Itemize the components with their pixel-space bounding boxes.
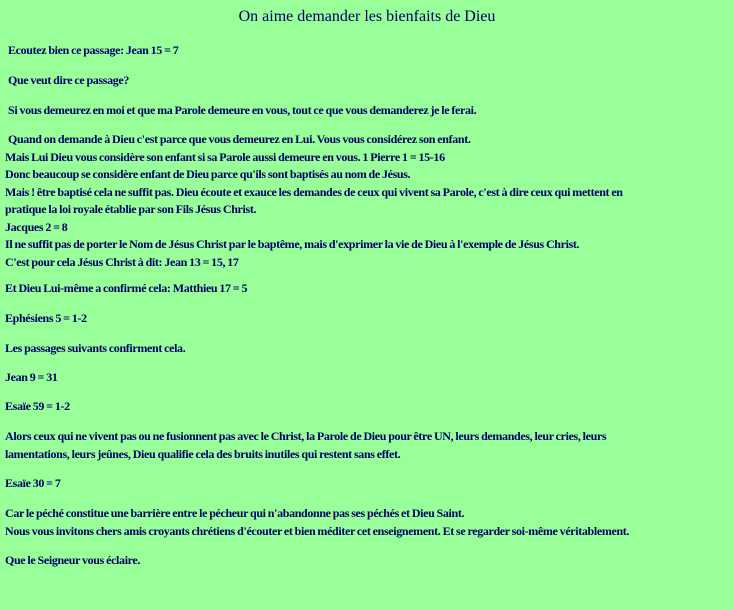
paragraph-10 — [5, 428, 723, 463]
paragraph-3 — [5, 102, 726, 120]
paragraph-line: Et Dieu Lui-même a confirmé cela: Matthieu 17 = 5 — [5, 281, 248, 295]
paragraph-line: Mais Lui Dieu vous considère son enfant si sa Parole aussi demeure en vous. 1 Pierre 1 = 15-16 — [5, 149, 445, 164]
paragraph-11 — [5, 475, 723, 493]
paragraph-line: Si vous demeurez en moi et que ma Parole demeure en vous, tout ce que vous demanderez je le ferai. — [8, 103, 477, 117]
paragraph-line: lamentations, leurs jeûnes, Dieu qualifie cela des bruits inutiles qui restent sans effet. — [5, 446, 401, 461]
paragraph-line: Les passages suivants confirment cela. — [5, 341, 186, 355]
paragraph-line: Quand on demande à Dieu c'est parce que vous demeurez en Lui. Vous vous considérez son enfant. — [8, 132, 471, 146]
paragraph-line: Esaïe 30 = 7 — [5, 476, 61, 490]
paragraph-line: Alors ceux qui ne vivent pas ou ne fusionnent pas avec le Christ, la Parole de Dieu pour être UN, leurs demandes, leur cries, leurs — [5, 429, 607, 443]
paragraph-line: Jean 9 = 31 — [5, 370, 58, 384]
paragraph-1 — [5, 42, 726, 60]
page-title: On aime demander les bienfaits de Dieu — [238, 8, 496, 25]
paragraph-9 — [5, 398, 723, 416]
paragraph-6 — [5, 310, 723, 328]
paragraph-12 — [5, 505, 723, 540]
paragraph-2 — [5, 72, 726, 90]
paragraph-8 — [5, 369, 723, 387]
paragraph-5 — [5, 280, 723, 298]
paragraph-line: Que le Seigneur vous éclaire. — [5, 553, 141, 567]
paragraph-line: Car le péché constitue une barrière entre le pécheur qui n'abandonne pas ses péchés et Dieu Saint. — [5, 506, 465, 520]
paragraph-4 — [5, 131, 723, 271]
paragraph-line: Donc beaucoup se considère enfant de Dieu parce qu'ils sont baptisés au nom de Jésus. — [5, 167, 411, 181]
paragraph-line: C'est pour cela Jésus Christ à dit: Jean 13 = 15, 17 — [5, 254, 239, 269]
paragraph-13 — [5, 552, 723, 570]
paragraph-line: Ephésiens 5 = 1-2 — [5, 311, 87, 325]
paragraph-7 — [5, 340, 723, 358]
paragraph-line: Ecoutez bien ce passage: Jean 15 = 7 — [8, 43, 179, 57]
paragraph-line: Mais ! être baptisé cela ne suffit pas. Dieu écoute et exauce les demandes de ceux qui vivent sa Parole, c'est à dire ceux qui mettent en — [5, 184, 623, 199]
paragraph-line: Esaïe 59 = 1-2 — [5, 399, 70, 413]
paragraph-line: Il ne suffit pas de porter le Nom de Jésus Christ par le baptême, mais d'exprimer la vie de Dieu à l'exemple de Jésus Christ. — [5, 237, 580, 251]
paragraph-line: Que veut dire ce passage? — [8, 73, 130, 87]
paragraph-line: Nous vous invitons chers amis croyants chrétiens d'écouter et bien méditer cet enseignement. Et se regarder soi-même véritablement. — [5, 523, 630, 538]
paragraph-line: Jacques 2 = 8 — [5, 219, 68, 234]
paragraph-line: pratique la loi royale établie par son Fils Jésus Christ. — [5, 202, 257, 216]
